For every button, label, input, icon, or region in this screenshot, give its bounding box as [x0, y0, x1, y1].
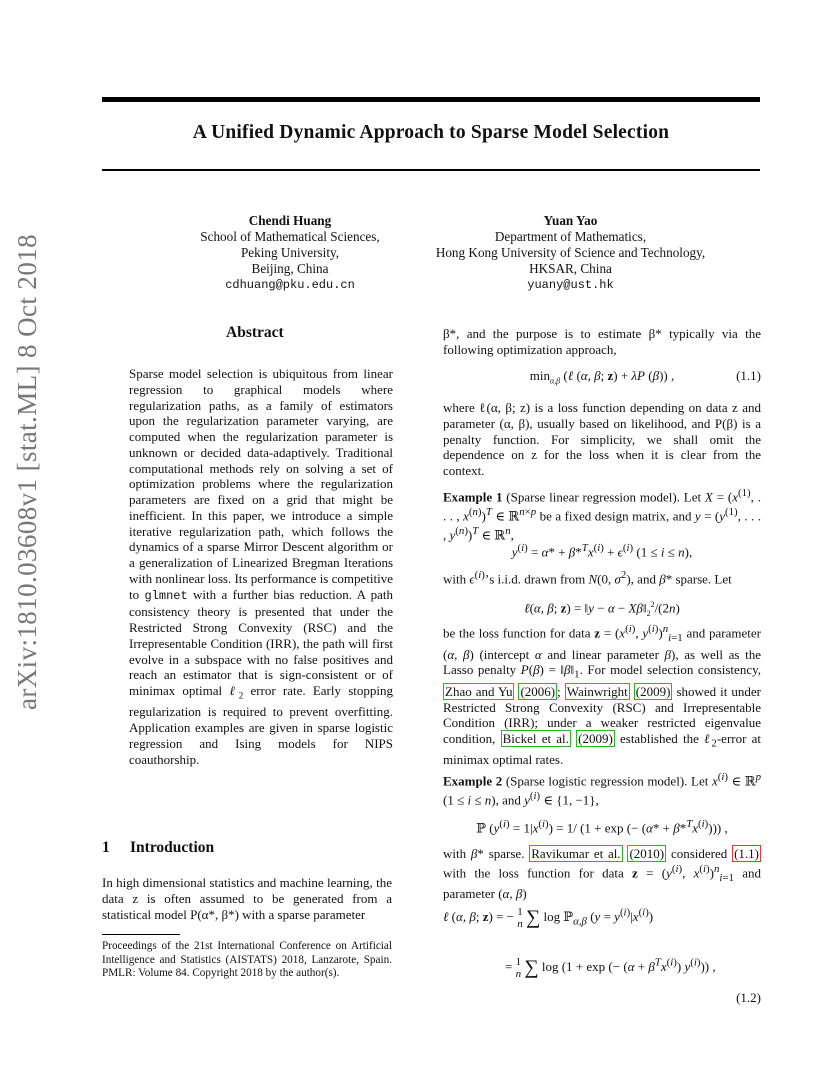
author-name: Chendi Huang — [248, 213, 332, 228]
citation-link[interactable]: Wainwright — [566, 683, 628, 699]
section-heading: 1 Introduction — [102, 839, 215, 856]
paragraph: be the loss function for data $z = (x^{(i)}$, $y^{(i)})^n_{i=1}$ and parameter (α, β) (intercept α and linear parameter β), as well as the Lasso penalty $P(\beta) = ‖\beta‖_1$. For model selection consistency, Zhao and Yu (2006) ; Wainwright (2009) showed it under Restricted Strong Convexity (RSC) and Irrepresentable Condition (IRR); under a weaker restricted eigenvalue condition, Bickel et al. (2009) established the ℓ$_2$-error at minimax optimal rates. — [443, 623, 762, 768]
citation-link[interactable]: Zhao and Yu — [445, 683, 513, 699]
author-name: Yuan Yao — [543, 213, 598, 228]
author-affiliation: Peking University, — [240, 245, 340, 260]
citation-link[interactable]: (2009) — [578, 731, 613, 747]
equation-number: (1.1) — [736, 368, 761, 383]
paragraph: β*, and the purpose is to estimate β* typically via the following optimization approach, — [443, 326, 761, 357]
equation-ref-link[interactable]: (1.1) — [734, 846, 759, 861]
equation-linear-model: $y^{(i)} = \alpha* + \beta*^Tx^{(i)} + \epsilon^{(i)}$ (1 ≤ i ≤ n), — [511, 542, 693, 560]
citation-link[interactable]: Ravikumar et al. — [531, 846, 621, 861]
intro-paragraph: In high dimensional statistics and machine learning, the data z is often assumed to be generated from a statistical model P(α*, β*) with a sparse parameter — [102, 875, 392, 922]
footnote-rule — [102, 934, 180, 935]
paragraph: where ℓ(α, β; z) is a loss function depending on data z and parameter (α, β), usually based on likelihood, and P(β) is a penalty function. For simplicity, we shall omit the dependence on z for the loss when it is clear from the context. — [443, 400, 761, 478]
author-affiliation: HKSAR, China — [529, 261, 612, 276]
paper-title: A Unified Dynamic Approach to Sparse Model Selection — [192, 122, 670, 143]
equation-squared-loss: ℓ(α, β; z) = ‖y − $\alpha - X\beta‖_2^2/(2n)$ — [524, 600, 680, 618]
footnote: Proceedings of the 21st International Conference on Artificial Intelligence and Statistics (AISTATS) 2018, Lanzarote, Spain. PMLR: Volume 84. Copyright 2018 by the author(s). — [102, 940, 392, 980]
citation-link[interactable]: (2006) — [520, 683, 556, 699]
equation-logistic-loss-line1: ℓ (α, β; z) = − 1 n ∑ log ℙ$_{\alpha,\beta}$ $(y = y^{(i)}|x^{(i)})$ — [443, 906, 654, 930]
equation-logistic-loss-line2: = 1 n ∑ log (1 + exp (− $(\alpha + \beta^Tx^{(i)})$ $y^{(i)}$)) , — [505, 956, 716, 980]
example-1: Example 1 (Sparse linear regression model). Let $X = (x^{(1)}$, . . . , $x^{(n)})^T$ ∈ ℝ$^{n\times p}$ be a fixed design matrix, and $y = (y^{(1)}$, . . . , $y^{(n)})^T$ ∈ ℝ$^n$, — [443, 487, 762, 543]
abstract-body: Sparse model selection is ubiquitous from linear regression to graphical models where regularization paths, as a family of estimators upon the regularization parameter varying, are computed when the regularization parameter is unknown or decided data-adaptively. Traditional computational methods rely on solving a set of optimization problems where the regularization parameters are fixed on a grid that might be inefficient. In this paper, we introduce a simple iterative regularization path, which follows the dynamics of a sparse Mirror Descent algorithm or a generalization of Linearized Bregman Iterations with nonlinear loss. Its performance is competitive to glmnet with a further bias reduction. A path consistency theory is presented that under the Restricted Strong Convexity (RSC) and the Irrepresentable Condition (IRR), the path will first evolve in a subspace with no false positives and reach an estimator that is sign-consistent or of minimax optimal ℓ$_2$ error rate. Early stopping regularization is required to prevent overfitting. Application examples are given in sparse logistic regression and Ising models for NIPS coauthorship. — [129, 366, 393, 767]
author-block-2 — [415, 213, 726, 293]
arxiv-stamp: arXiv:1810.03608v1 [stat.ML] 8 Oct 2018 — [12, 233, 42, 710]
author-affiliation: School of Mathematical Sciences, — [200, 229, 380, 244]
title-rule-top — [102, 97, 760, 102]
author-email[interactable]: cdhuang@pku.edu.cn — [225, 278, 355, 292]
author-affiliation: Hong Kong University of Science and Technology, — [435, 245, 706, 260]
author-affiliation: Department of Mathematics, — [494, 229, 647, 244]
citation-link[interactable]: (2010) — [629, 846, 665, 861]
paragraph: with $\epsilon^{(i)}’s$ i.i.d. drawn from N(0, $\sigma^2$), and β* sparse. Let — [443, 569, 732, 587]
paragraph: with β* sparse. Ravikumar et al. (2010) considered (1.1) with the loss function for data $z = (y^{(i)}$, $x^{(i)})^n_{i=1}$ and parameter (α, β) — [443, 846, 761, 902]
abstract-heading: Abstract — [226, 324, 284, 341]
equation-logistic-model: ℙ $(y^{(i)} = 1|x^{(i)}) = 1/$ (1 + exp (− $(\alpha* + \beta*^Tx^{(i)})$)) , — [476, 818, 728, 836]
equation-1-1: $\min_{\alpha,\beta}$ (ℓ (α, β; z) + λP (β)) , (1.1) — [529, 368, 761, 386]
citation-link[interactable]: (2009) — [635, 683, 671, 699]
equation-number: (1.2) — [736, 990, 761, 1005]
citation-link[interactable]: Bickel et al. — [502, 731, 569, 747]
author-affiliation: Beijing, China — [251, 261, 329, 276]
title-rule-bottom — [102, 169, 760, 171]
example-2: Example 2 (Sparse logistic regression model). Let $x^{(i)}$ ∈ ℝ$^p$ (1 ≤ i ≤ n), and $y^{(i)}$ ∈ {1, −1}, — [443, 771, 762, 808]
author-block-1 — [168, 213, 412, 293]
author-email[interactable]: yuany@ust.hk — [527, 278, 614, 292]
code-glmnet: glmnet — [144, 588, 188, 603]
